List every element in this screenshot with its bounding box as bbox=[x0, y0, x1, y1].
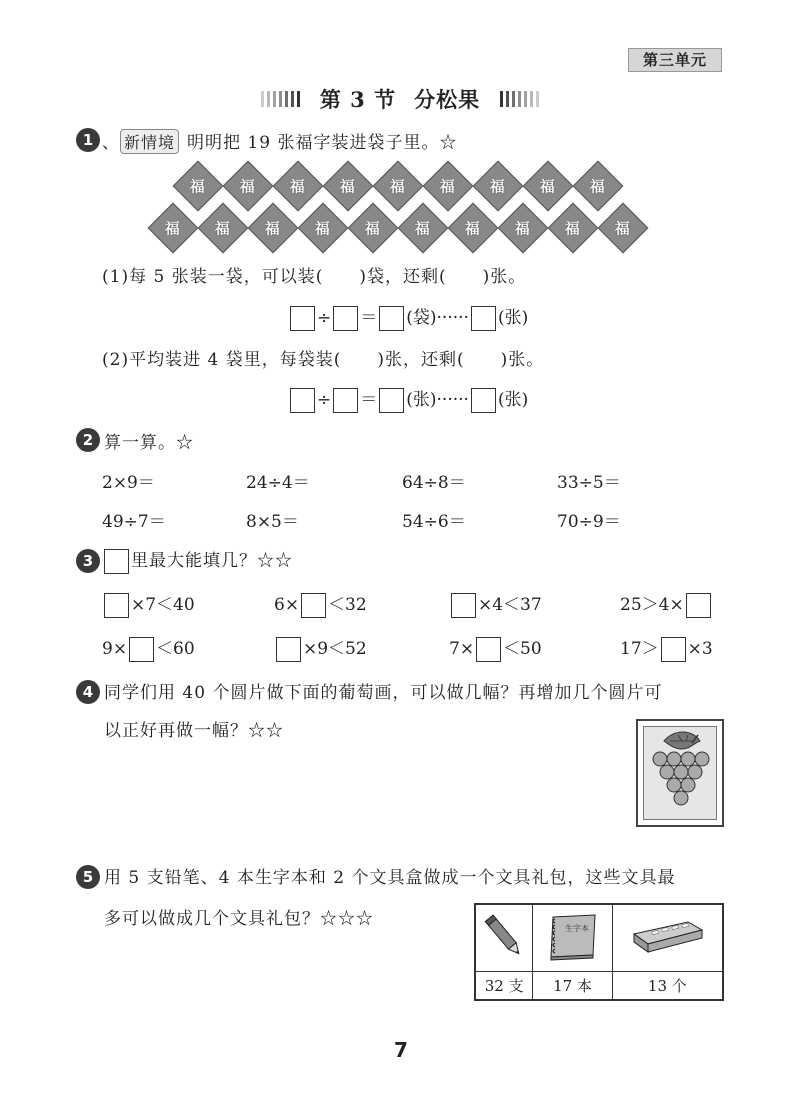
title-decor-left bbox=[261, 91, 300, 107]
fu-character: 福 bbox=[540, 177, 556, 196]
fu-card bbox=[223, 161, 274, 212]
notebook-cell bbox=[533, 904, 612, 971]
fu-card bbox=[598, 203, 649, 254]
fu-character: 福 bbox=[190, 177, 206, 196]
section-title-row bbox=[230, 84, 570, 114]
unit-sheets: (张) bbox=[497, 390, 529, 410]
answer-box[interactable] bbox=[290, 388, 315, 413]
pencil-case-cell bbox=[612, 904, 723, 971]
calc-item: 54÷6＝ bbox=[402, 512, 466, 532]
calc-item: 70÷9＝ bbox=[557, 512, 621, 532]
fu-character: 福 bbox=[265, 219, 281, 238]
section-number: 第 3 节 bbox=[319, 87, 397, 112]
unit-sheets: (张) bbox=[497, 308, 529, 328]
fu-card-row-1 bbox=[180, 168, 630, 204]
page-number: 7 bbox=[384, 1038, 418, 1066]
answer-box[interactable] bbox=[686, 593, 711, 618]
equals-sign: ＝ bbox=[360, 308, 378, 328]
unit-sheets: (张)······ bbox=[406, 390, 469, 410]
fu-card bbox=[398, 203, 449, 254]
stationery-table bbox=[474, 903, 724, 1001]
answer-box[interactable] bbox=[379, 388, 404, 413]
notebook-cover-text: 生字本 bbox=[564, 923, 589, 933]
question-5-line-1: 用 5 支铅笔、4 本生字本和 2 个文具盒做成一个文具礼包，这些文具最 bbox=[104, 868, 676, 888]
fu-card bbox=[573, 161, 624, 212]
pencil-case-icon bbox=[628, 916, 706, 956]
fu-character: 福 bbox=[465, 219, 481, 238]
answer-box[interactable] bbox=[104, 593, 129, 618]
answer-box[interactable] bbox=[290, 306, 315, 331]
divide-sign: ÷ bbox=[317, 308, 332, 328]
fu-card bbox=[323, 161, 374, 212]
calc-item: 64÷8＝ bbox=[402, 473, 466, 493]
question-3-number: 3 bbox=[76, 549, 100, 573]
new-situation-tag: 新情境 bbox=[120, 129, 179, 154]
question-1-prefix: 、 bbox=[102, 133, 120, 153]
inequality-item: 7× ＜50 bbox=[449, 634, 542, 662]
fu-character: 福 bbox=[515, 219, 531, 238]
question-1-number: 1 bbox=[76, 128, 100, 152]
section-title bbox=[320, 84, 480, 114]
fu-card bbox=[523, 161, 574, 212]
fu-character: 福 bbox=[615, 219, 631, 238]
fu-character: 福 bbox=[565, 219, 581, 238]
question-1-sub-2: (2)平均装进 4 袋里，每袋装( )张，还剩( )张。 bbox=[102, 350, 545, 370]
pencil-case-count: 13 个 bbox=[612, 971, 723, 1000]
question-2-number: 2 bbox=[76, 428, 100, 452]
fu-card bbox=[198, 203, 249, 254]
inequality-item: 17＞ ×3 bbox=[620, 634, 713, 662]
question-4-line-1: 同学们用 40 个圆片做下面的葡萄画，可以做几幅？再增加几个圆片可 bbox=[104, 683, 663, 703]
grape-icon bbox=[644, 727, 718, 821]
fu-card bbox=[548, 203, 599, 254]
fu-character: 福 bbox=[290, 177, 306, 196]
answer-box[interactable] bbox=[301, 593, 326, 618]
calc-item: 33÷5＝ bbox=[557, 473, 621, 493]
answer-box[interactable] bbox=[476, 637, 501, 662]
fu-card bbox=[498, 203, 549, 254]
calc-item: 8×5＝ bbox=[246, 512, 299, 532]
fu-character: 福 bbox=[315, 219, 331, 238]
pencil-count: 32 支 bbox=[475, 971, 533, 1000]
pencil-cell bbox=[475, 904, 533, 971]
question-3-stem bbox=[102, 546, 293, 574]
inequality-item: 25＞4× bbox=[620, 590, 713, 618]
fu-character: 福 bbox=[340, 177, 356, 196]
section-name: 分松果 bbox=[414, 87, 481, 112]
fu-character: 福 bbox=[590, 177, 606, 196]
fu-card bbox=[373, 161, 424, 212]
question-1-text: 明明把 19 张福字装进袋子里。☆ bbox=[187, 133, 458, 153]
fu-character: 福 bbox=[390, 177, 406, 196]
question-5-line-2: 多可以做成几个文具礼包？☆☆☆ bbox=[104, 909, 374, 929]
fu-character: 福 bbox=[415, 219, 431, 238]
fu-character: 福 bbox=[365, 219, 381, 238]
fu-character: 福 bbox=[440, 177, 456, 196]
fu-character: 福 bbox=[215, 219, 231, 238]
pencil-icon bbox=[484, 911, 524, 961]
fu-card bbox=[423, 161, 474, 212]
inequality-item: ×9＜52 bbox=[274, 634, 367, 662]
calc-item: 49÷7＝ bbox=[102, 512, 166, 532]
divide-sign: ÷ bbox=[317, 390, 332, 410]
fu-card bbox=[273, 161, 324, 212]
equation-2 bbox=[288, 385, 528, 413]
answer-box[interactable] bbox=[471, 306, 496, 331]
question-1-sub-1: (1)每 5 张装一袋，可以装( )袋，还剩( )张。 bbox=[102, 267, 527, 287]
equals-sign: ＝ bbox=[360, 390, 378, 410]
fu-card bbox=[448, 203, 499, 254]
fu-card bbox=[298, 203, 349, 254]
question-4-line-2: 以正好再做一幅？☆☆ bbox=[104, 721, 284, 741]
answer-box[interactable] bbox=[276, 637, 301, 662]
fu-character: 福 bbox=[165, 219, 181, 238]
equation-1 bbox=[288, 303, 528, 331]
notebook-count: 17 本 bbox=[533, 971, 612, 1000]
unit-label: 第三单元 bbox=[628, 48, 722, 72]
question-5-number: 5 bbox=[76, 865, 100, 889]
answer-box[interactable] bbox=[333, 306, 358, 331]
answer-box[interactable] bbox=[471, 388, 496, 413]
fu-card bbox=[348, 203, 399, 254]
fu-card-row-2 bbox=[155, 210, 655, 246]
unit-bags: (袋)······ bbox=[406, 308, 469, 328]
answer-box[interactable] bbox=[661, 637, 686, 662]
grape-picture-frame bbox=[636, 719, 724, 827]
question-1-stem bbox=[102, 128, 457, 154]
answer-box[interactable] bbox=[129, 637, 154, 662]
question-3-text: 里最大能填几？☆☆ bbox=[131, 551, 293, 571]
notebook-icon bbox=[545, 911, 601, 961]
calc-item: 2×9＝ bbox=[102, 473, 155, 493]
answer-box[interactable] bbox=[379, 306, 404, 331]
fu-card bbox=[248, 203, 299, 254]
fu-card bbox=[148, 203, 199, 254]
fu-character: 福 bbox=[490, 177, 506, 196]
inequality-item: ×7＜40 bbox=[102, 590, 195, 618]
answer-box[interactable] bbox=[451, 593, 476, 618]
title-decor-right bbox=[500, 91, 539, 107]
question-2-text: 算一算。☆ bbox=[104, 433, 194, 453]
calc-item: 24÷4＝ bbox=[246, 473, 310, 493]
question-4-number: 4 bbox=[76, 680, 100, 704]
answer-box[interactable] bbox=[333, 388, 358, 413]
fu-card bbox=[473, 161, 524, 212]
inequality-item: 6× ＜32 bbox=[274, 590, 367, 618]
grape-picture bbox=[643, 726, 717, 820]
fu-character: 福 bbox=[240, 177, 256, 196]
blank-box-icon bbox=[104, 549, 129, 574]
inequality-item: ×4＜37 bbox=[449, 590, 542, 618]
fu-card bbox=[173, 161, 224, 212]
inequality-item: 9× ＜60 bbox=[102, 634, 195, 662]
